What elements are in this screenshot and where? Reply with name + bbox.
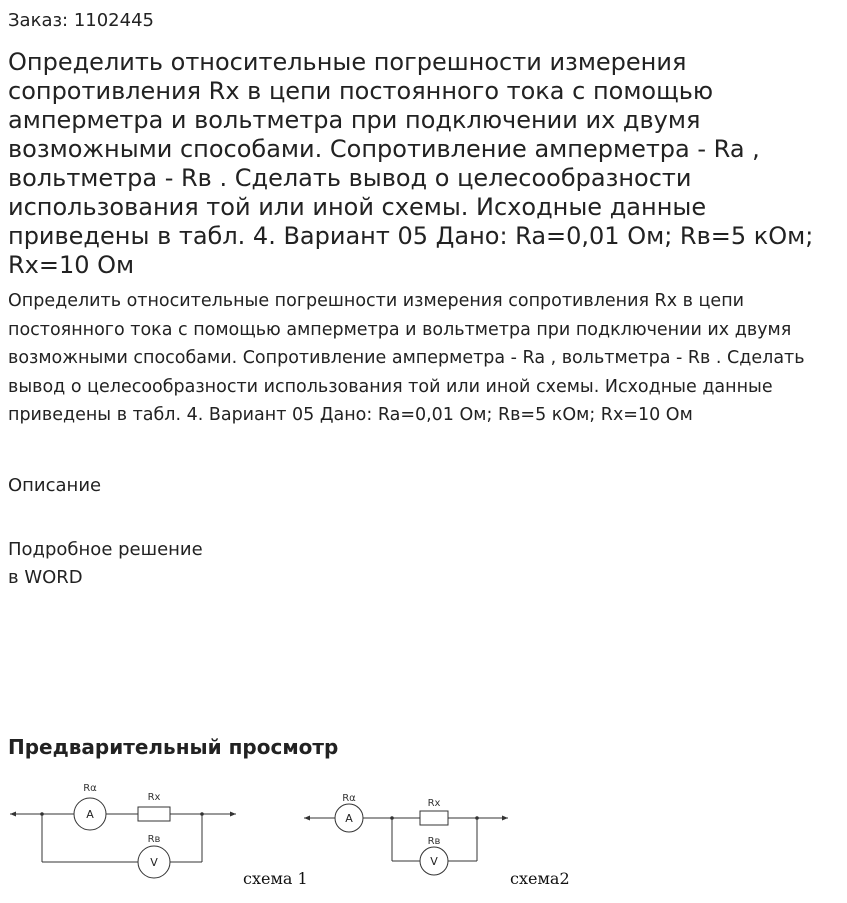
task-title: Определить относительные погрешности измерения сопротивления Rx в цепи постоянного тока с помощью амперметра и вольтметра при подключении их двумя возможными способами. Сопротивление амперметра - Ra , вольтметра - Rв . Сделать вывод о целесообразности использования той или иной схемы. Исходные данные приведены в табл. 4. Вариант 05 Дано: Ra=0,01 Ом; Rв=5 кОм; Rx=10 Ом — [8, 48, 814, 279]
scheme-2-resistor — [420, 811, 448, 825]
scheme-2-ammeter-symbol: A — [345, 812, 353, 825]
scheme-1-node-right — [200, 812, 204, 816]
scheme-2-node-right — [475, 816, 479, 820]
scheme-2-resistor-label: Rх — [427, 798, 441, 809]
scheme-2-voltmeter-symbol: V — [430, 855, 438, 868]
scheme-1-ammeter-label: Rα — [83, 783, 97, 794]
scheme-2-input-arrow — [304, 816, 310, 821]
preview-image — [0, 770, 847, 903]
scheme-2-diagram — [304, 804, 508, 875]
scheme-2-voltmeter-label: Rв — [427, 836, 441, 847]
solution-note — [8, 536, 203, 592]
order-number: Заказ: 1102445 — [8, 10, 154, 31]
solution-line-1: Подробное решение — [8, 539, 203, 560]
scheme-1-input-arrow — [10, 812, 16, 817]
scheme-1-voltmeter-label: Rв — [147, 834, 161, 845]
scheme-1-output-arrow — [230, 812, 236, 817]
scheme-1-node-left — [40, 812, 44, 816]
task-description: Определить относительные погрешности измерения сопротивления Rx в цепи постоянного тока с помощью амперметра и вольтметра при подключении их двумя возможными способами. Сопротивление амперметра - Ra , вольтметра - Rв . Сделать вывод о целесообразности использования той или иной схемы. Исходные данные приведены в табл. 4. Вариант 05 Дано: Ra=0,01 Ом; Rв=5 кОм; Rx=10 Ом — [8, 291, 805, 425]
scheme-1-resistor — [138, 807, 170, 821]
scheme-2-node-left — [390, 816, 394, 820]
scheme-1-voltmeter-symbol: V — [150, 856, 158, 869]
scheme-1-resistor-label: Rх — [147, 792, 161, 803]
circuit-diagrams — [0, 770, 847, 903]
scheme-2-ammeter-label: Rα — [342, 793, 356, 804]
scheme-1-diagram — [10, 798, 236, 878]
scheme-1-caption: схема 1 — [243, 869, 308, 888]
preview-title: Предварительный просмотр — [8, 735, 339, 759]
scheme-2-output-arrow — [502, 816, 508, 821]
solution-line-2: в WORD — [8, 567, 83, 588]
description-heading: Описание — [8, 475, 102, 496]
scheme-2-caption: схема2 — [510, 869, 570, 888]
scheme-1-ammeter-symbol: A — [86, 808, 94, 821]
